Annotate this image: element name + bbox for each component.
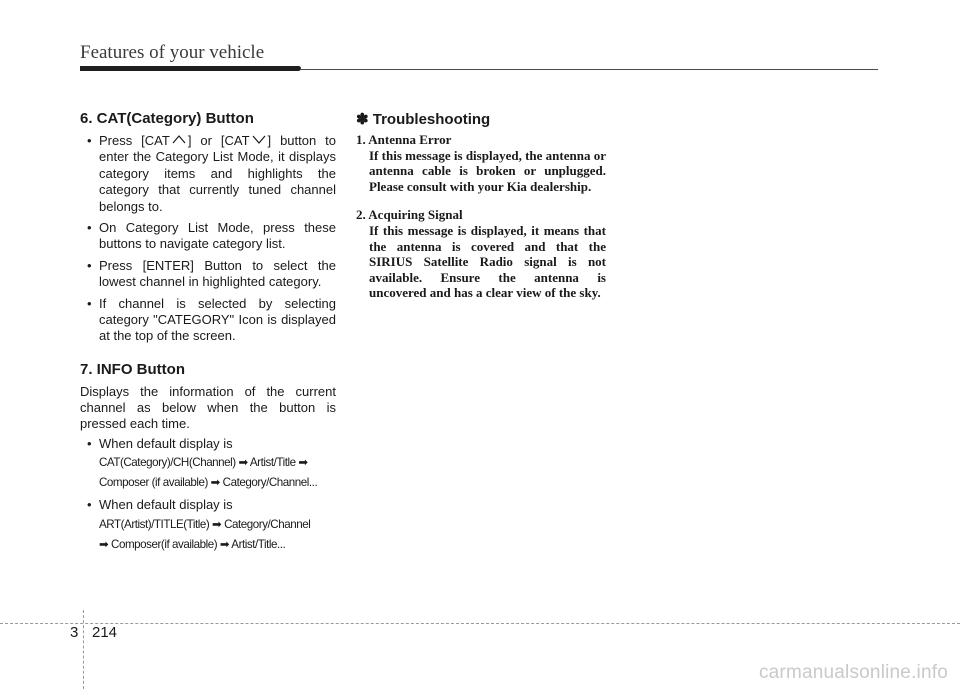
chevron-down-icon <box>252 135 266 144</box>
info-bullet-1-label: When default display is <box>99 435 233 451</box>
left-column <box>80 110 336 559</box>
right-column <box>356 110 606 314</box>
cat-bullet-1 <box>80 133 336 215</box>
troubleshooting-item-acquiring-signal <box>356 207 606 301</box>
section-cat-button <box>80 110 336 345</box>
cat-bullet-2: • On Category List Mode, press these buttons to navigate category list. <box>80 220 336 253</box>
header-rule <box>300 69 878 70</box>
info-bullet-list <box>80 436 336 554</box>
section-info-button <box>80 361 336 554</box>
cat-bullet-1-part-c: ] button to enter the Category List Mode, it displays category items and highlights the category that currently tuned channel belongs to. <box>99 133 337 214</box>
chevron-up-icon <box>172 135 186 144</box>
troubleshooting-item-antenna-error <box>356 132 606 194</box>
section-cat-title: 6. CAT(Category) Button <box>80 110 254 127</box>
footer-chapter-number: 3 <box>70 624 79 641</box>
watermark: carmanualsonline.info <box>758 662 948 683</box>
cat-bullet-3: • Press [ENTER] Button to select the lowest channel in highlighted category. <box>80 258 336 291</box>
troubleshooting-item-title: 2. Acquiring Signal <box>356 207 463 223</box>
cat-bullet-1-part-b: ] or [CAT <box>187 133 250 148</box>
troubleshooting-item-body: If this message is displayed, the antenna or antenna cable is broken or unplugged. Please consult with your Kia dealership. <box>369 147 606 194</box>
cat-bullet-list <box>80 133 336 345</box>
troubleshooting-item-title: 1. Antenna Error <box>356 132 452 147</box>
troubleshooting-item-body: If this message is displayed, it means that the antenna is covered and that the SIRIUS Satellite Radio signal is not available. Ensure the antenna is uncovered and has a clear view of the sky. <box>369 222 606 301</box>
page-header-title: Features of your vehicle <box>80 42 265 63</box>
info-bullet-2-label: When default display is <box>99 497 233 513</box>
info-description: Displays the information of the current channel as below when the button is pressed each time. <box>80 383 336 431</box>
info-bullet-2 <box>80 497 336 553</box>
cat-bullet-4: • If channel is selected by selecting category "CATEGORY" Icon is displayed at the top of the screen. <box>80 296 336 345</box>
cat-bullet-1-part-a: Press [CAT <box>99 133 170 148</box>
footer-page-number: 214 <box>92 624 118 641</box>
footer-divider <box>83 610 84 689</box>
section-info-title: 7. INFO Button <box>80 360 185 378</box>
info-bullet-1 <box>80 436 336 492</box>
info-sequence-1-line-1: CAT(Category)/CH(Channel) ➡ Artist/Title ➡ <box>99 456 308 470</box>
troubleshooting-title: ✽ Troubleshooting <box>356 111 491 128</box>
info-sequence-2-line-1: ART(Artist)/TITLE(Title) ➡ Category/Channel <box>99 517 311 531</box>
header-bar-thick <box>80 66 301 71</box>
info-sequence-1-line-2: Composer (if available) ➡ Category/Channel... <box>99 476 318 490</box>
info-sequence-2-line-2: ➡ Composer(if available) ➡ Artist/Title... <box>99 537 286 551</box>
footer-rule <box>0 623 960 624</box>
